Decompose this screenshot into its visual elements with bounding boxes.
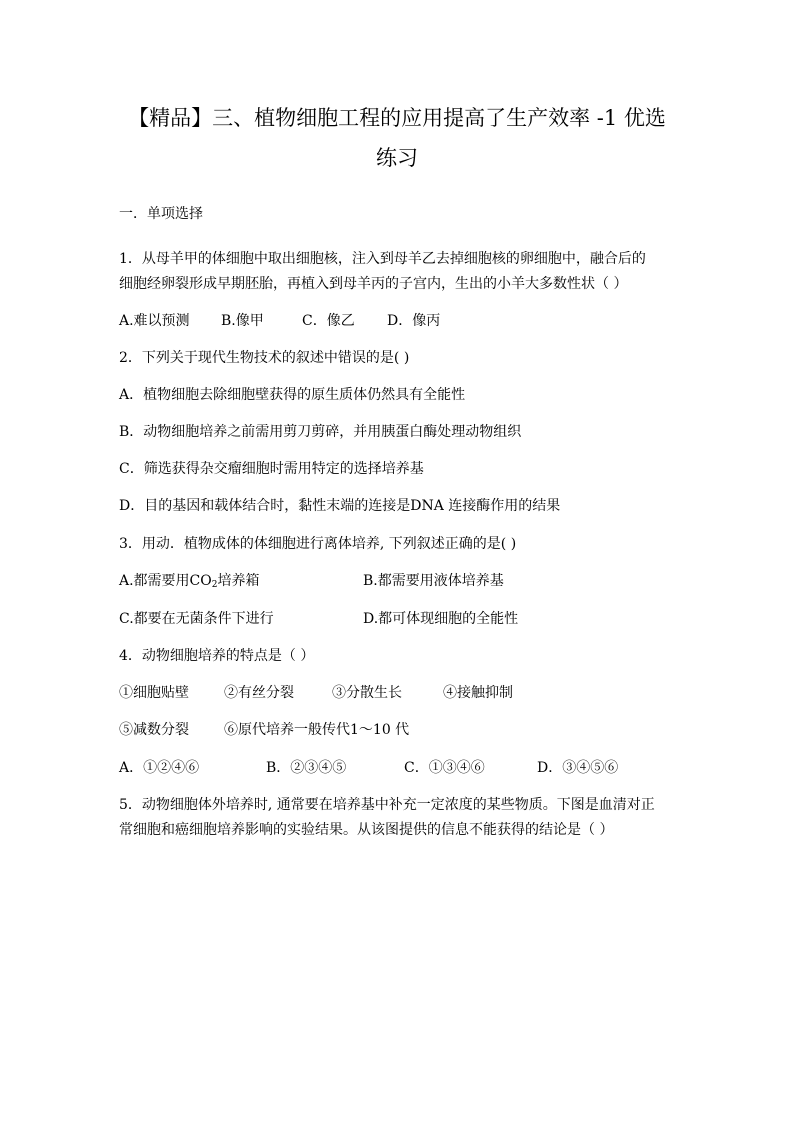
q5-stem-line2: 常细胞和癌细胞培养影响的实验结果。从该图提供的信息不能获得的结论是（ ）: [119, 822, 614, 838]
q1-option-c: C．像乙: [302, 313, 355, 329]
q3-option-b: B.都需要用液体培养基: [363, 573, 504, 589]
q3-stem: 3．用动．植物成体的体细胞进行离体培养, 下列叙述正确的是( ): [119, 536, 517, 552]
q4-item-6: ⑥原代培养一般传代1～10 代: [224, 722, 410, 738]
q2-option-a: A．植物细胞去除细胞壁获得的原生质体仍然具有全能性: [119, 387, 466, 403]
q4-item-4: ④接触抑制: [443, 685, 513, 701]
q4-item-1: ①细胞贴壁: [119, 685, 189, 701]
q2-option-c: C．筛选获得杂交瘤细胞时需用特定的选择培养基: [119, 461, 424, 477]
q5-stem-line1: 5．动物细胞体外培养时, 通常要在培养基中补充一定浓度的某些物质。下图是血清对正: [119, 797, 655, 813]
q4-option-d: D．③④⑤⑥: [537, 760, 619, 776]
q2-option-d: D．目的基因和载体结合时，黏性末端的连接是DNA 连接酶作用的结果: [119, 498, 561, 514]
q3-option-c: C.都要在无菌条件下进行: [119, 611, 274, 627]
q3-option-d: D.都可体现细胞的全能性: [363, 611, 519, 627]
q1-stem-line2: 细胞经卵裂形成早期胚胎，再植入到母羊丙的子宫内，生出的小羊大多数性状（ ）: [119, 276, 628, 292]
q4-option-a: A．①②④⑥: [119, 760, 200, 776]
q4-option-b: B．②③④⑤: [266, 760, 347, 776]
section-heading: 一．单项选择: [119, 206, 203, 222]
q4-stem: 4．动物细胞培养的特点是（ ）: [119, 648, 315, 664]
q1-option-d: D．像丙: [387, 313, 441, 329]
q1-option-a: A.难以预测: [119, 313, 190, 329]
q4-item-5: ⑤减数分裂: [119, 722, 189, 738]
q4-item-3: ③分散生长: [332, 685, 402, 701]
q2-stem: 2．下列关于现代生物技术的叙述中错误的是( ): [119, 350, 410, 366]
q3-option-a: A.都需要用$CO_2$培养箱: [119, 573, 260, 590]
q4-item-2: ②有丝分裂: [224, 685, 294, 701]
q2-option-b: B．动物细胞培养之前需用剪刀剪碎，并用胰蛋白酶处理动物组织: [119, 424, 522, 440]
q1-option-b: B.像甲: [221, 313, 264, 329]
q1-stem-line1: 1．从母羊甲的体细胞中取出细胞核，注入到母羊乙去掉细胞核的卵细胞中，融合后的: [119, 251, 646, 267]
document-title-line2: 练习: [376, 146, 418, 170]
document-title-line1: 【精品】三、植物细胞工程的应用提高了生产效率 -1 优选: [128, 106, 666, 130]
q4-option-c: C．①③④⑥: [404, 760, 485, 776]
